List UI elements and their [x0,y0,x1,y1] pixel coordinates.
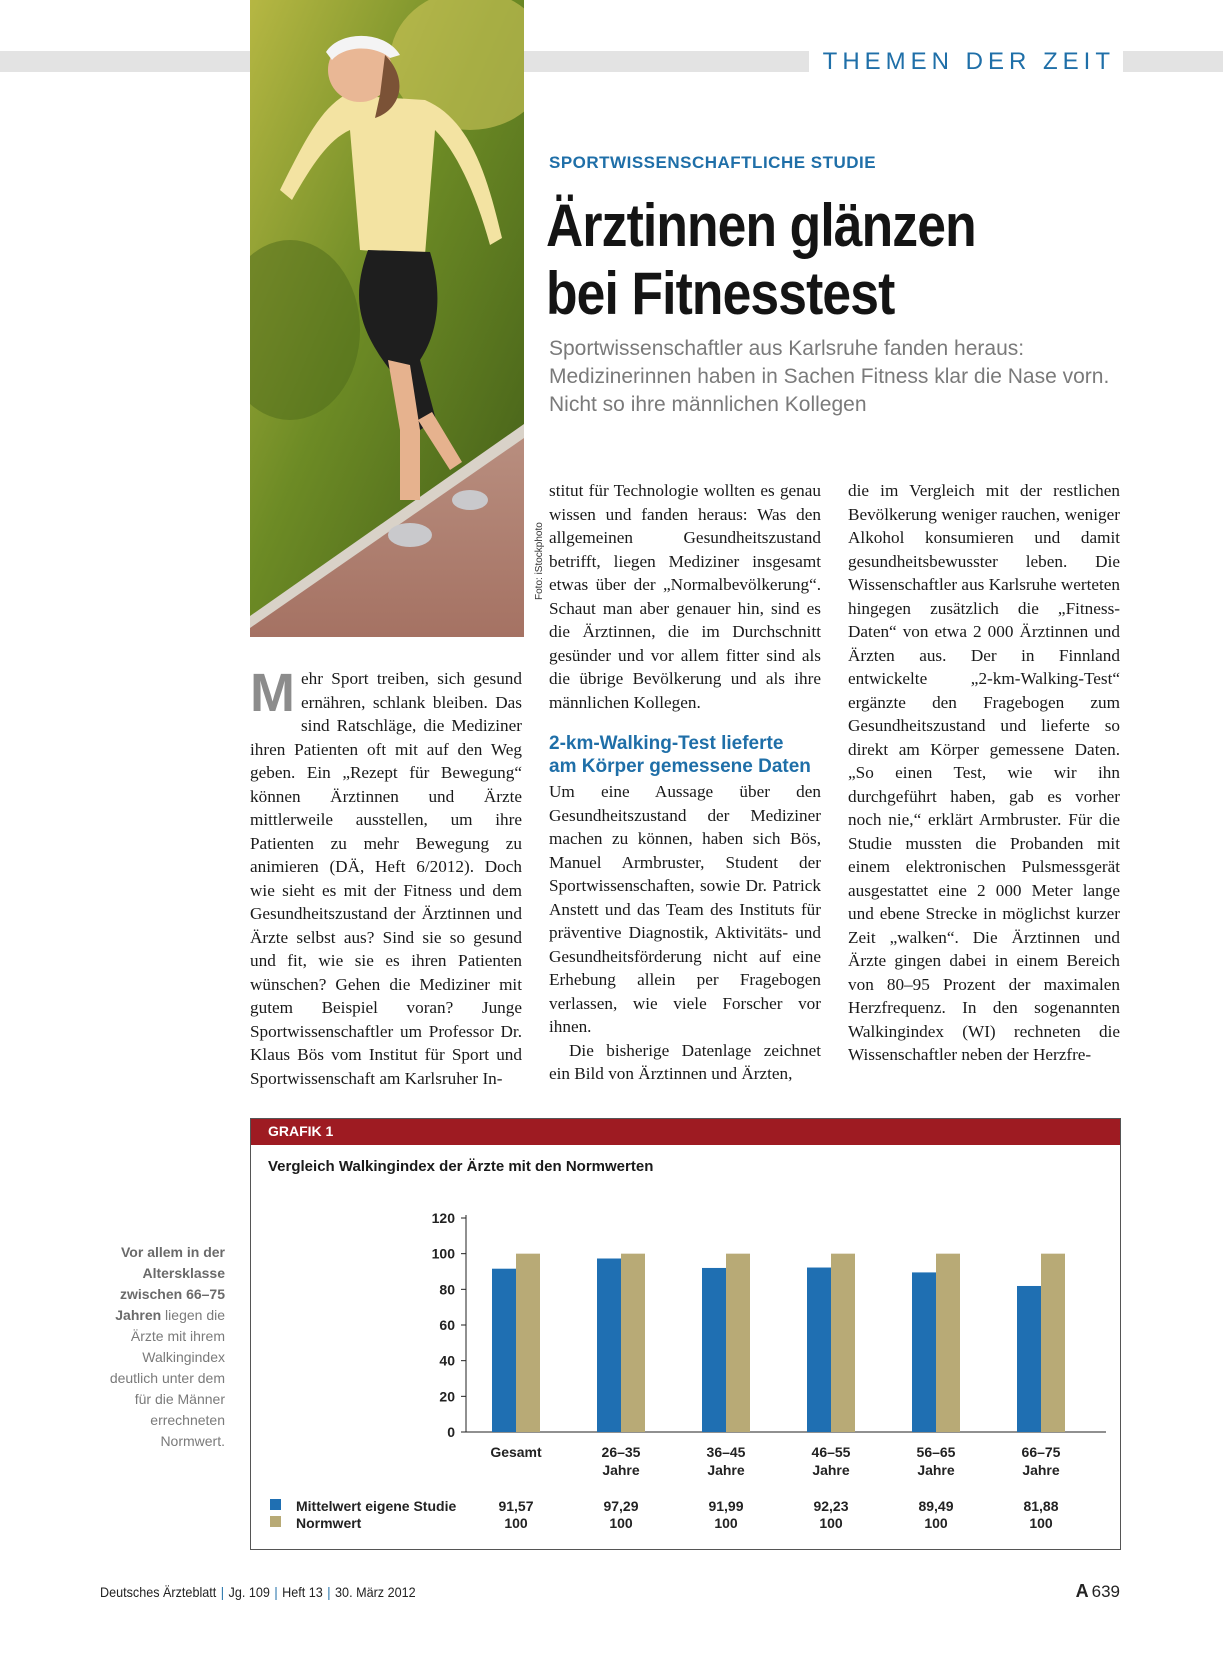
footer-separator: | [274,1584,278,1600]
chart-label: GRAFIK 1 [268,1123,334,1139]
headline-line-2: bei Fitnesstest [546,260,895,327]
bar-norm [621,1254,645,1432]
bar-norm [831,1254,855,1432]
bar-study [597,1258,621,1432]
data-label: 97,29 [603,1498,639,1514]
y-tick-label: 120 [431,1210,455,1226]
body-column-1 [250,663,522,1090]
footer-date: 30. März 2012 [335,1584,416,1600]
section-label: THEMEN DER ZEIT [809,48,1123,76]
chart-figure [250,1118,1121,1550]
data-label: 100 [504,1515,528,1531]
category-label: 66–75 [1021,1444,1061,1460]
body-column-3 [848,479,1120,1067]
legend-swatch [270,1516,281,1527]
drop-cap: M [250,663,295,723]
y-tick-label: 40 [439,1352,455,1369]
legend-swatch [270,1499,281,1510]
side-note-text: liegen die Ärzte mit ihrem Walkingindex deutlich unter dem für die Männer errechneten Normwert. [109,1307,225,1449]
page-number [1076,1581,1120,1602]
page-footer [100,1584,416,1600]
article-headline [546,192,1079,328]
bar-norm [1041,1254,1065,1432]
footer-issue: Heft 13 [282,1584,323,1600]
data-label: 100 [714,1515,738,1531]
data-label: 89,49 [918,1498,954,1514]
data-label: 100 [609,1515,633,1531]
headline-line-1: Ärztinnen glänzen [546,192,976,259]
bar-study [492,1269,516,1432]
y-tick-label: 80 [439,1281,455,1298]
chart-side-note [95,1242,225,1452]
data-label: 91,57 [498,1498,534,1514]
data-label: 92,23 [813,1498,849,1514]
category-label: 56–65 [916,1444,956,1460]
y-tick-label: 20 [439,1388,455,1405]
data-label: 100 [819,1515,843,1531]
article-kicker: SPORTWISSENSCHAFTLICHE STUDIE [549,153,877,172]
data-label: 81,88 [1023,1498,1059,1514]
side-note-emphasis: Vor allem in der Altersklasse zwischen 66–75 Jahren [115,1244,225,1323]
subheading-line-2: am Körper gemessene Daten [549,756,811,777]
category-label: Gesamt [490,1444,542,1460]
category-label: 36–45 [706,1444,746,1460]
subheading-line-1: 2-km-Walking-Test lieferte [549,733,784,754]
body-paragraph: Die bisherige Datenlage zeichnet ein Bild von Ärztinnen und Ärzten, [549,1040,821,1083]
y-tick-label: 100 [431,1245,455,1262]
category-label: Jahre [812,1462,850,1478]
category-label: 26–35 [601,1444,641,1460]
body-paragraph: die im Vergleich mit der restlichen Bevölkerung weniger rauchen, weniger Alkohol konsumieren und damit gesundheitsbewusster leben. Die Wissenschaftler aus Karlsruhe werteten hingegen zusätzlich die „Fitness-Daten“ von etwa 2 000 Ärztinnen und Ärzten aus. Der in Finnland entwickelte „2-km-Walking-Test“ ergänzte den Fragebogen zum Gesundheitszustand und lieferte so direkt am Körper gemessene Daten. „So einen Test, wie wir ihn durchgeführt haben, gab es vorher noch nie,“ erklärt Armbruster. Für die Studie mussten die Probanden mit einem elektronischen Pulsmessgerät ausgestattet eine 2 000 Meter lange und ebene Strecke in möglichst kurzer Zeit „walken“. Die Ärztinnen und Ärzte gingen dabei in einem Bereich von 80–95 Prozent der maximalen Herzfrequenz. In den sogenannten Walkingindex (WI) rechneten die Wissenschaftler neben der Herzfre- [848,481,1120,1064]
bar-study [702,1268,726,1432]
body-paragraph: ehr Sport treiben, sich gesund ernähren, schlank bleiben. Das sind Ratschläge, die Mediziner ihren Patienten oft mit auf den Weg geben. Ein „Rezept für Bewegung“ können Ärztinnen und Ärzte mittlerweile ausstellen, um ihre Patienten zu mehr Bewegung zu animieren (DÄ, Heft 6/2012). Doch wie sieht es mit der Fitness und dem Gesundheitszustand der Ärztinnen und Ärzte selbst aus? Sind sie so gesund und fit, wie sie es ihren Patienten wünschen? Gehen die Mediziner mit gutem Beispiel voran? Junge Sportwissenschaftler um Professor Dr. Klaus Bös vom Institut für Sport und Sportwissenschaft am Karlsruher In- [250,669,522,1088]
data-label: 91,99 [708,1498,744,1514]
bar-norm [936,1254,960,1432]
bar-study [1017,1286,1041,1432]
photo-credit: Foto: iStockphoto [534,522,545,600]
y-tick-label: 60 [439,1317,455,1333]
article-subtitle: Sportwissenschaftler aus Karlsruhe fanden heraus: Medizinerinnen haben in Sachen Fitness klar die Nase vorn. Nicht so ihre männlichen Kollegen [549,337,1110,416]
body-paragraph: stitut für Technologie wollten es genau wissen und fanden heraus: Was den allgemeinen Gesundheitszustand betrifft, liegen Mediziner insgesamt etwas über der „Normalbevölkerung“. Schaut man aber genauer hin, sind es die Ärztinnen, die im Durchschnitt gesünder und vor allem fitter sind als die übrige Bevölkerung und als ihre männlichen Kollegen. [549,481,821,712]
category-label: 46–55 [811,1444,851,1460]
article-subheading [549,732,821,778]
bar-study [807,1268,831,1432]
category-label: Jahre [707,1462,745,1478]
chart-title: Vergleich Walkingindex der Ärzte mit den Normwerten [268,1158,654,1175]
data-label: 100 [924,1515,948,1531]
body-column-2 [549,479,821,1086]
y-tick-label: 0 [447,1424,455,1440]
legend-label: Mittelwert eigene Studie [296,1498,457,1514]
category-label: Jahre [1022,1462,1060,1478]
footer-volume: Jg. 109 [228,1584,270,1600]
body-paragraph: Um eine Aussage über den Gesundheitszustand der Mediziner machen zu können, haben sich Bös, Manuel Armbruster, Student der Sportwissenschaften, sowie Dr. Patrick Anstett und das Team des Instituts für präventive Diagnostik, Aktivitäts- und Gesundheitsförderung nicht auf eine Erhebung allein per Fragebogen verlassen, wie viele Forscher vor ihnen. [549,782,821,1036]
runner-photo-image [250,0,524,637]
data-label: 100 [1029,1515,1053,1531]
legend-label: Normwert [296,1515,362,1531]
bar-chart [251,1119,1122,1551]
category-label: Jahre [602,1462,640,1478]
bar-norm [726,1254,750,1432]
article-photo [250,0,524,637]
page-number-prefix: A [1075,1581,1089,1601]
bar-study [912,1272,936,1432]
category-label: Jahre [917,1462,955,1478]
footer-journal: Deutsches Ärzteblatt [100,1584,217,1600]
footer-separator: | [220,1584,225,1600]
footer-separator: | [327,1584,331,1600]
bar-norm [516,1254,540,1432]
page-number-value: 639 [1091,1582,1120,1601]
